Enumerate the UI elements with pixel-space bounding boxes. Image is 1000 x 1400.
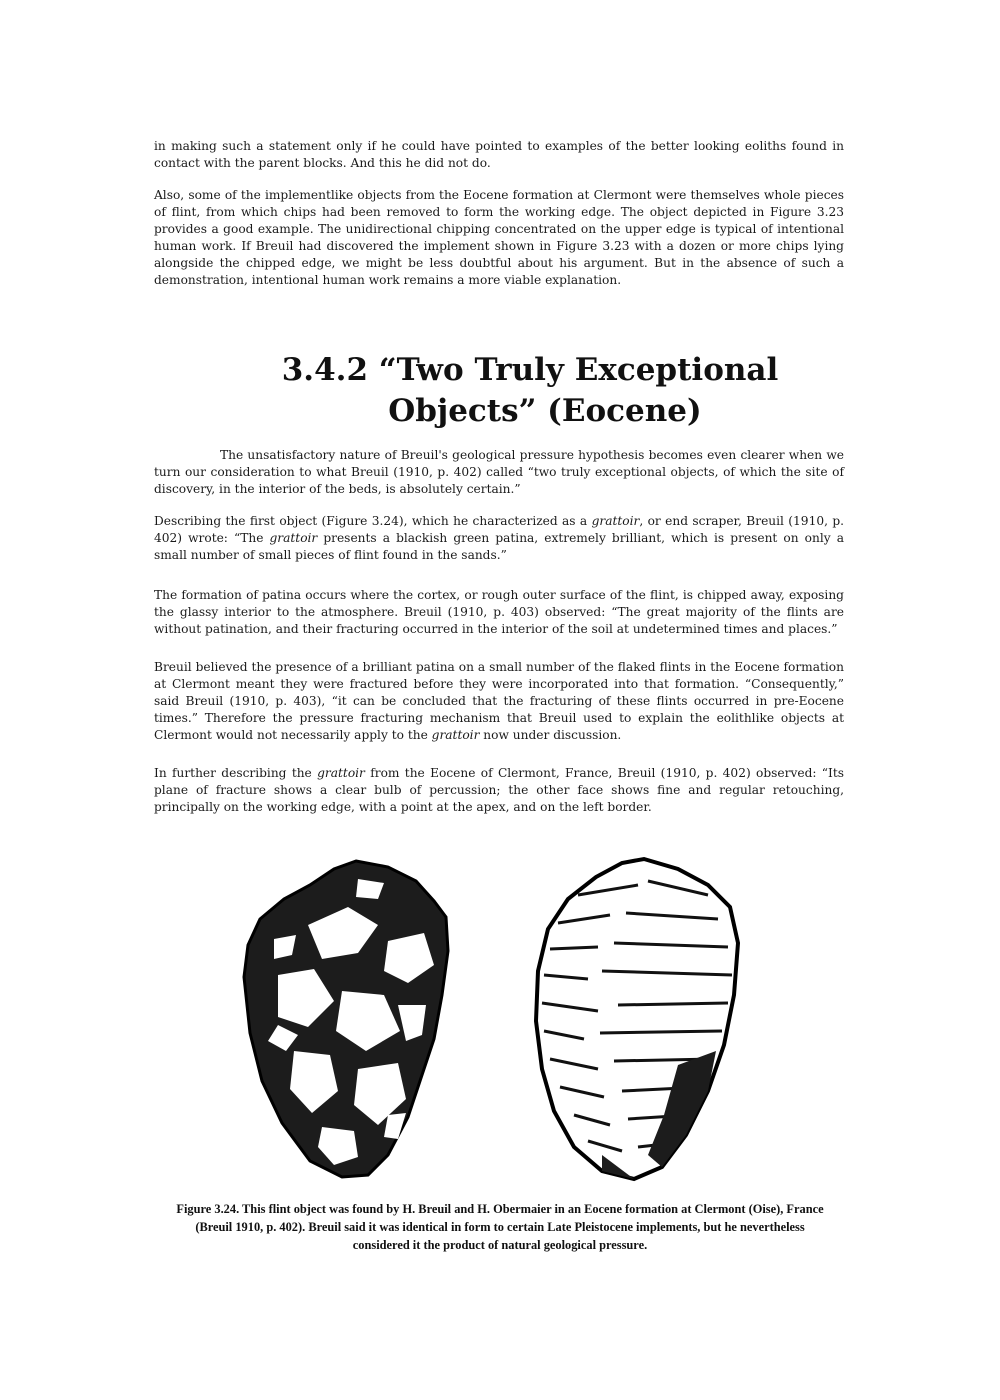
section-heading-line-1: 3.4.2 “Two Truly Exceptional (281, 352, 779, 388)
paragraph-5: The formation of patina occurs where the cortex, or rough outer surface of the flint, is chipped away, exposing the glassy interior to the atmosphere. Breuil (1910, p. 403) observed: “The great majority of the flints are without patination, and their fracturing occurred in the interior of the soil at undetermined times and places.” (154, 588, 844, 636)
section-heading (250, 350, 810, 432)
grattoir-term: grattoir (431, 728, 480, 742)
paragraph-3: The unsatisfactory nature of Breuil's geological pressure hypothesis becomes even clearer when we turn our consideration to what Breuil (1910, p. 402) called “two truly exceptional objects, of which the site of discovery, in the interior of the beds, is absolutely certain.” (154, 448, 844, 496)
paragraph-6 (154, 659, 844, 744)
paragraph-4-text-a: Describing the first object (Figure 3.24), which he characterized as a (154, 514, 592, 528)
paragraph-2: Also, some of the implementlike objects from the Eocene formation at Clermont were themselves whole pieces of flint, from which chips had been removed to form the working edge. The object depicted in Figure 3.23 provides a good example. The unidirectional chipping concentrated on the upper edge is typical of intentional human work. If Breuil had discovered the implement shown in Figure 3.23 with a dozen or more chips lying alongside the chipped edge, we might be less doubtful about his argument. But in the absence of such a demonstration, intentional human work remains a more viable explanation. (154, 188, 844, 287)
paragraph-7 (154, 765, 844, 816)
flint-object-figure (238, 855, 838, 1185)
figure-caption: Figure 3.24. This flint object was found by H. Breuil and H. Obermaier in an Eocene formation at Clermont (Oise), France (Breuil 1910, p. 402). Breuil said it was identical in form to certain Late Pleistocene implements, but he nevertheless considered it the product of natural geological pressure. (176, 1202, 824, 1252)
grattoir-term: grattoir (591, 514, 640, 528)
paragraph-6-text-b: now under discussion. (479, 728, 622, 742)
flint-back-view (536, 859, 738, 1179)
paragraph-6-text-a: Breuil believed the presence of a brilliant patina on a small number of the flaked flints in the Eocene formation at Clermont meant they were fractured before they were incorporated into that formation. “Consequently,” said Breuil (1910, p. 403), “it can be concluded that the fracturing of these flints occurred in pre-Eocene times.” Therefore the pressure fracturing mechanism that Breuil used to explain the eolithlike objects at Clermont would not necessarily apply to the (154, 660, 844, 742)
grattoir-term: grattoir (269, 531, 318, 545)
paragraph-7-text-a: In further describing the (154, 766, 318, 780)
section-heading-line-2: Objects” (Eocene) (388, 393, 702, 429)
grattoir-term: grattoir (317, 766, 365, 780)
flint-front-view (244, 861, 448, 1177)
paragraph-4 (154, 513, 844, 564)
paragraph-7-text-b: from the Eocene of Clermont, France, Breuil (1910, p. 402) observed: “Its plane of fracture shows a clear bulb of percussion; the other face shows fine and regular retouching, principally on the working edge, with a point at the apex, and on the left border. (154, 766, 845, 814)
paragraph-1: in making such a statement only if he could have pointed to examples of the better looking eoliths found in contact with the parent blocks. And this he did not do. (154, 139, 844, 170)
paragraph-4-text-b: , or end scraper, Breuil (1910, p. 402) wrote: “The (154, 514, 844, 545)
paragraph-4-text-c: presents a blackish green patina, extremely brilliant, which is present on only a small number of small pieces of flint found in the sands.” (154, 531, 844, 562)
